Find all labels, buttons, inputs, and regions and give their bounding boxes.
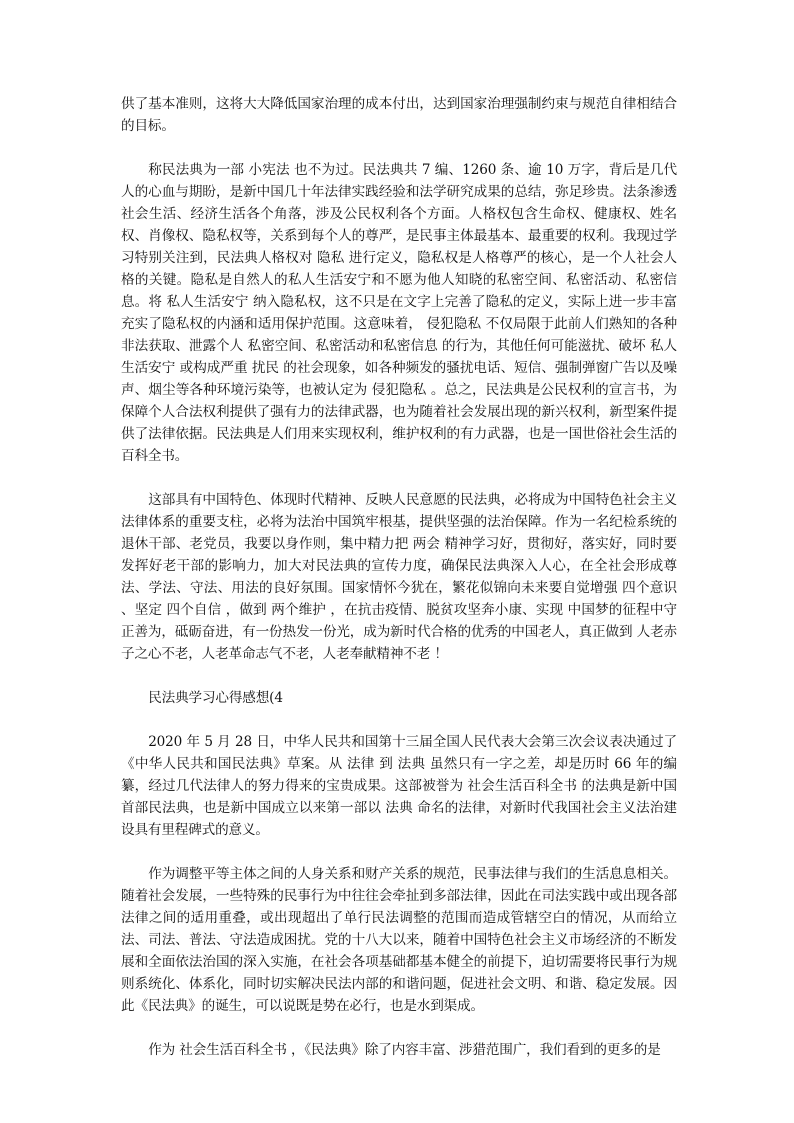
paragraph-civil-law-regulation: 作为调整平等主体之间的人身关系和财产关系的规范，民事法律与我们的生活息息相关。随着社会发展，一些特殊的民事行为中往往会牵扯到多部法律，因此在司法实践中或出现各部法律之间的适用重叠，或出现超出了单行民法调整的范围而造成管辖空白的情况，从而给立法、司法、普法、守法造成困扰。党的十八大以来，随着中国特色社会主义市场经济的不断发展和全面依法治国的深入实施，在社会各项基础都基本健全的前提下，迫切需要将民事行为规则系统化、体系化，同时切实解决民法内部的和谐问题，促进社会文明、和谐、稳定发展。因此《民法典》的诞生，可以说既是势在必行，也是水到渠成。	[121, 866, 677, 1014]
document-body	[121, 93, 677, 1083]
paragraph-civil-code-mini-constitution: 称民法典为一部 小宪法 也不为过。民法典共 7 编、1260 条、逾 10 万字，背后是几代人的心血与期盼，是新中国几十年法律实践经验和法学研究成果的总结，弥足珍贵。法条渗透社会生活、经济生活各个角落，涉及公民权利各个方面。人格权包含生命权、健康权、姓名权、肖像权、隐私权等，关系到每个人的尊严，是民事主体最基本、最重要的权利。我现过学习特别关注到，民法典人格权对 隐私 进行定义，隐私权是人格尊严的核心，是一个人社会人格的关键。隐私是自然人的私人生活安宁和不愿为他人知晓的私密空间、私密活动、私密信息。将 私人生活安宁 纳入隐私权，这不只是在文字上完善了隐私的定义，实际上进一步丰富充实了隐私权的内涵和适用保护范围。这意味着， 侵犯隐私 不仅局限于此前人们熟知的各种非法获取、泄露个人 私密空间、私密活动和私密信息 的行为，其他任何可能滋扰、破坏 私人生活安宁 或构成严重 扰民 的社会现象，如各种频发的骚扰电话、短信、强制弹窗广告以及噪声、烟尘等各种环境污染等，也被认定为 侵犯隐私 。总之，民法典是公民权利的宣言书，为保障个人合法权利提供了强有力的法律武器，也为随着社会发展出现的新兴权利，新型案件提供了法律依据。民法典是人们用来实现权利，维护权利的有力武器，也是一国世俗社会生活的百科全书。	[121, 162, 677, 464]
section-heading: 民法典学习心得感想(4	[148, 690, 283, 706]
paragraph-chinese-characteristics: 这部具有中国特色、体现时代精神、反映人民意愿的民法典，必将成为中国特色社会主义法律体系的重要支柱，必将为法治中国筑牢根基，提供坚强的法治保障。作为一名纪检系统的退休干部、老党员，我要以身作则，集中精力把 两会 精神学习好，贯彻好，落实好，同时要发挥好老干部的影响力，加大对民法典的宣传力度，确保民法典深入人心，在全社会形成尊法、学法、守法、用法的良好氛围。国家情怀今犹在，繁花似锦向未来要自觉增强 四个意识 、坚定 四个自信 ，做到 两个维护 ，在抗击疫情、脱贫攻坚奔小康、实现 中国梦的征程中守正善为，砥砺奋进，有一份热发一份光，成为新时代合格的优秀的中国老人，真正做到 人老赤子之心不老，人老革命志气不老，人老奉献精神不老 ！	[121, 492, 677, 662]
paragraph-encyclopedia: 作为 社会生活百科全书 ，《民法典》除了内容丰富、涉猎范围广，我们看到的更多的是	[148, 1042, 661, 1058]
paragraph-continuation: 供了基本准则，这将大大降低国家治理的成本付出，达到国家治理强制约束与规范自律相结合的目标。	[121, 96, 677, 134]
paragraph-adoption-date: 2020 年 5 月 28 日，中华人民共和国第十三届全国人民代表大会第三次会议表决通过了《中华人民共和国民法典》草案。从 法律 到 法典 虽然只有一字之差，却是历时 66 年的编纂，经过几代法律人的努力得来的宝贵成果。这部被誉为 社会生活百科全书 的法典是新中国首部民法典，也是新中国成立以来第一部以 法典 命名的法律，对新时代我国社会主义法治建设具有里程碑式的意义。	[121, 734, 677, 838]
